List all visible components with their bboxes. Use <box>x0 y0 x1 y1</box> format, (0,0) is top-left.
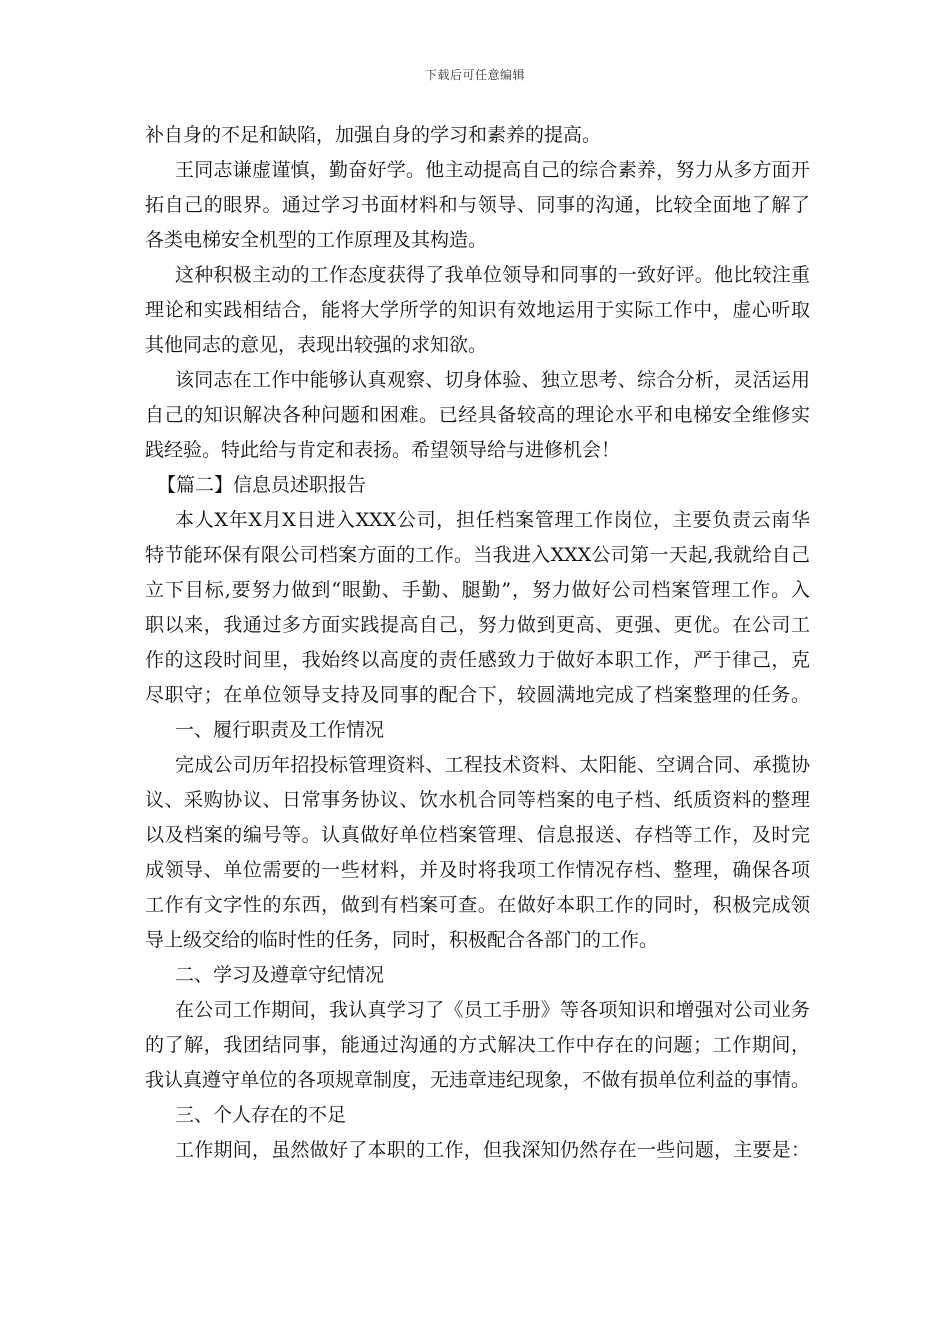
document-body <box>145 118 810 1168</box>
text-line: 以及档案的编号等。认真做好单位档案管理、信息报送、存档等工作，及时完 <box>145 824 810 846</box>
text-line: 本人X年X月X日进入XXX公司，担任档案管理工作岗位，主要负责云南华 <box>175 509 810 531</box>
text-line: 理论和实践相结合，能将大学所学的知识有效地运用于实际工作中，虚心听取 <box>145 299 810 321</box>
text-line: 特节能环保有限公司档案方面的工作。当我进入XXX公司第一天起,我就给自己 <box>145 544 810 566</box>
text-line: 王同志谦虚谨慎，勤奋好学。他主动提高自己的综合素养，努力从多方面开 <box>175 159 810 181</box>
section-heading: 【篇二】信息员述职报告 <box>157 474 367 496</box>
text-line: 践经验。特此给与肯定和表扬。希望领导给与进修机会！ <box>145 439 621 461</box>
text-line: 补自身的不足和缺陷，加强自身的学习和素养的提高。 <box>145 124 602 146</box>
text-line: 拓自己的眼界。通过学习书面材料和与领导、同事的沟通，比较全面地了解了 <box>145 194 810 216</box>
text-line: 成领导、单位需要的一些材料，并及时将我项工作情况存档、整理，确保各项 <box>145 859 810 881</box>
text-line: 其他同志的意见，表现出较强的求知欲。 <box>145 334 488 356</box>
text-line: 完成公司历年招投标管理资料、工程技术资料、太阳能、空调合同、承揽协 <box>175 754 810 776</box>
text-line: 尽职守；在单位领导支持及同事的配合下，较圆满地完成了档案整理的任务。 <box>145 684 810 706</box>
text-line: 议、采购协议、日常事务协议、饮水机合同等档案的电子档、纸质资料的整理 <box>145 789 810 811</box>
text-line: 工作期间，虽然做好了本职的工作，但我深知仍然存在一些问题，主要是： <box>175 1139 810 1161</box>
text-line: 工作有文字性的东西，做到有档案可查。在做好本职工作的同时，积极完成领 <box>145 894 810 916</box>
text-line: 自己的知识解决各种问题和困难。已经具备较高的理论水平和电梯安全维修实 <box>145 404 810 426</box>
text-line: 立下目标,要努力做到“眼勤、手勤、腿勤”，努力做好公司档案管理工作。入 <box>145 579 810 601</box>
text-line: 该同志在工作中能够认真观察、切身体验、独立思考、综合分析，灵活运用 <box>175 369 810 391</box>
section-heading: 一、履行职责及工作情况 <box>175 719 385 741</box>
text-line: 作的这段时间里，我始终以高度的责任感致力于做好本职工作，严于律己，克 <box>145 649 810 671</box>
text-line: 的了解，我团结同事，能通过沟通的方式解决工作中存在的问题；工作期间， <box>145 1034 810 1056</box>
section-heading: 二、学习及遵章守纪情况 <box>175 964 385 986</box>
text-line: 职以来，我通过多方面实践提高自己，努力做到更高、更强、更优。在公司工 <box>145 614 810 636</box>
section-heading: 三、个人存在的不足 <box>175 1104 347 1126</box>
text-line: 各类电梯安全机型的工作原理及其构造。 <box>145 229 488 251</box>
text-line: 导上级交给的临时性的任务，同时，积极配合各部门的工作。 <box>145 929 659 951</box>
text-line: 在公司工作期间，我认真学习了《员工手册》等各项知识和增强对公司业务 <box>175 999 810 1021</box>
text-line: 我认真遵守单位的各项规章制度，无违章违纪现象，不做有损单位利益的事情。 <box>145 1069 810 1091</box>
page-header: 下载后可任意编辑 <box>424 68 525 82</box>
text-line: 这种积极主动的工作态度获得了我单位领导和同事的一致好评。他比较注重 <box>175 264 810 286</box>
